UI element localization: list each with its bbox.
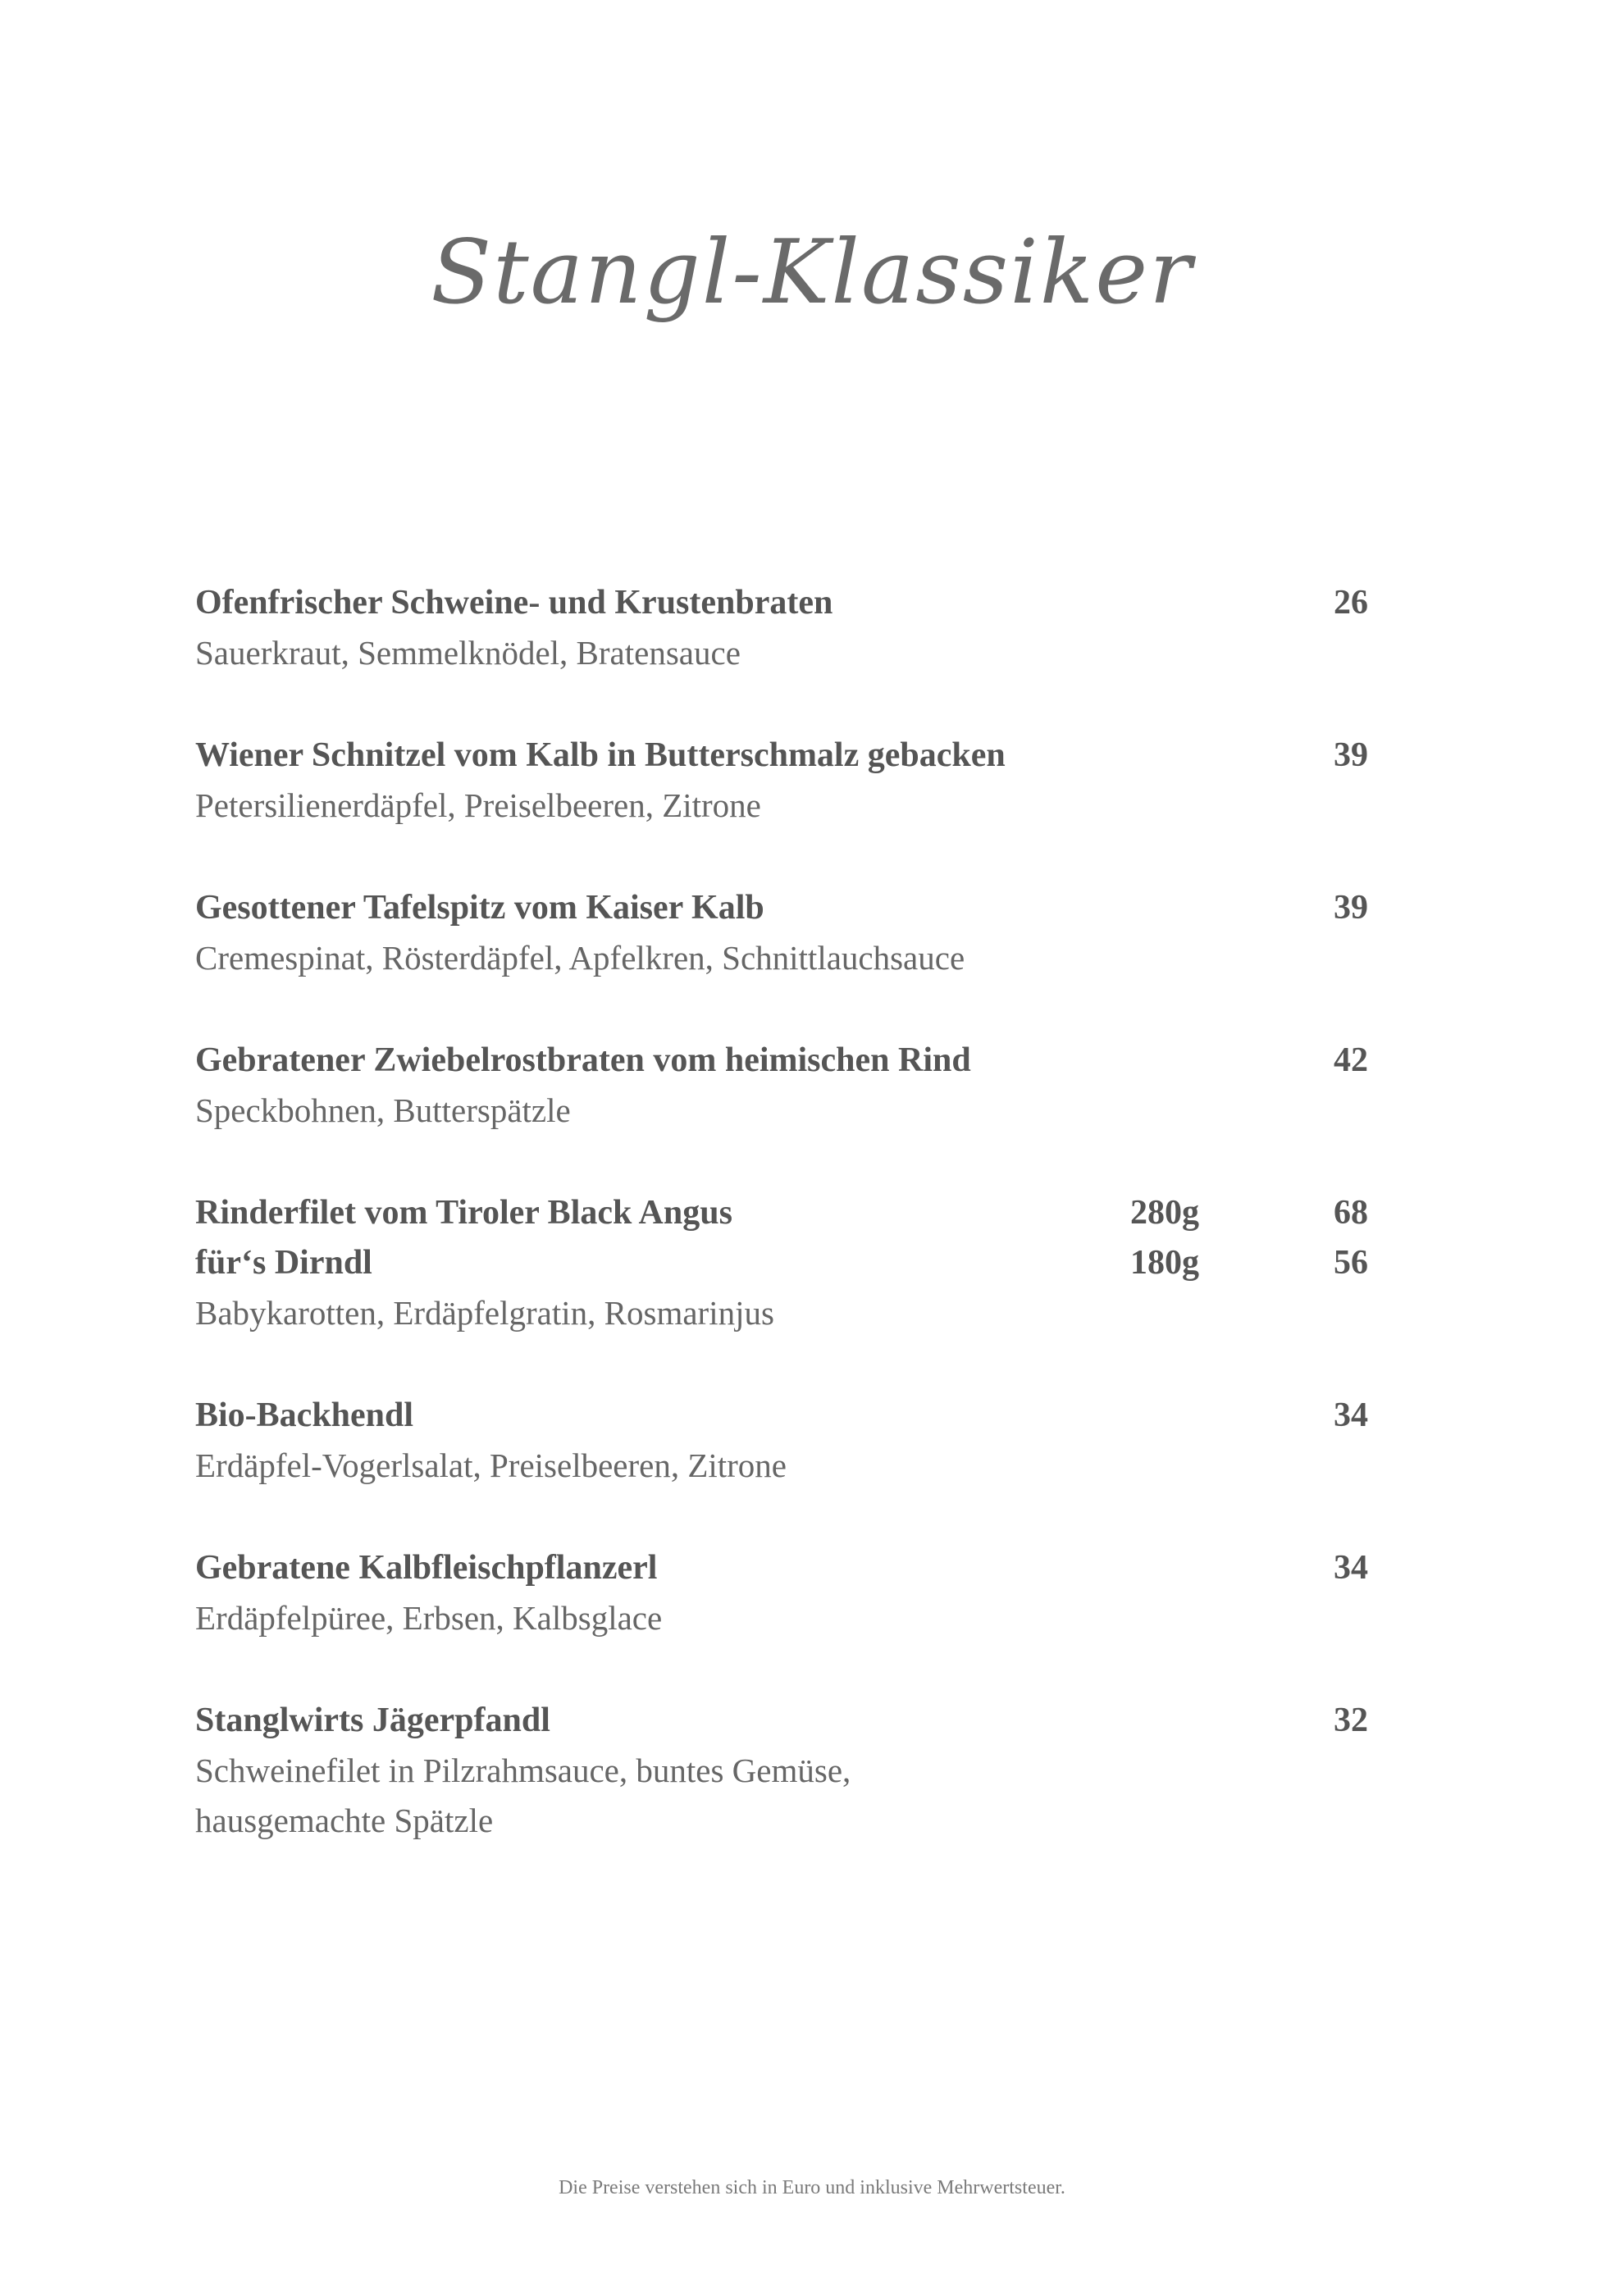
dish-price: 42 — [1334, 1041, 1368, 1079]
dish-name: Wiener Schnitzel vom Kalb in Butterschmalz gebacken — [195, 736, 1006, 774]
dish-name: Gebratener Zwiebelrostbraten vom heimischen Rind — [195, 1041, 971, 1079]
dish-description: Babykarotten, Erdäpfelgratin, Rosmarinjus — [195, 1294, 774, 1332]
dish-description: Cremespinat, Rösterdäpfel, Apfelkren, Schnittlauchsauce — [195, 939, 965, 977]
dish-description: Erdäpfel-Vogerlsalat, Preiselbeeren, Zitrone — [195, 1446, 787, 1484]
dish-description: Erdäpfelpüree, Erbsen, Kalbsglace — [195, 1599, 663, 1637]
dish-price: 34 — [1334, 1549, 1368, 1587]
menu-item — [195, 883, 1368, 983]
menu-item — [195, 578, 1368, 678]
dish-price: 39 — [1334, 889, 1368, 927]
menu-item — [195, 731, 1368, 831]
dish-price: 26 — [1334, 584, 1368, 622]
dish-price: 34 — [1334, 1396, 1368, 1434]
dish-price: 68 — [1334, 1194, 1368, 1232]
dish-weight: 280g — [1130, 1194, 1199, 1232]
menu-item — [195, 1543, 1368, 1643]
menu-item-row — [195, 883, 1368, 933]
dish-name: Gesottener Tafelspitz vom Kaiser Kalb — [195, 889, 764, 927]
dish-name: Gebratene Kalbfleischpflanzerl — [195, 1549, 658, 1587]
dish-name: Ofenfrischer Schweine- und Krustenbraten — [195, 584, 833, 622]
dish-description: Schweinefilet in Pilzrahmsauce, buntes Gemüse, — [195, 1752, 851, 1789]
dish-description: Petersilienerdäpfel, Preiselbeeren, Zitrone — [195, 786, 761, 824]
dish-price: 39 — [1334, 736, 1368, 774]
page-title: Stangl-Klassiker — [431, 221, 1193, 324]
dish-name: Stanglwirts Jägerpfandl — [195, 1702, 550, 1739]
menu-item-row — [195, 1188, 1368, 1238]
dish-name: Rinderfilet vom Tiroler Black Angus — [195, 1194, 732, 1232]
menu-item-row — [195, 1543, 1368, 1593]
menu-item — [195, 1036, 1368, 1136]
menu-item-row — [195, 578, 1368, 628]
menu-item-row — [195, 1238, 1368, 1288]
menu-list — [195, 578, 1368, 1898]
dish-weight: 180g — [1130, 1244, 1199, 1282]
menu-item-row — [195, 1036, 1368, 1086]
dish-name: Bio-Backhendl — [195, 1396, 414, 1434]
menu-item — [195, 1696, 1368, 1846]
menu-item-row — [195, 1391, 1368, 1441]
dish-name: für‘s Dirndl — [195, 1244, 372, 1282]
dish-description: Speckbohnen, Butterspätzle — [195, 1091, 571, 1129]
menu-item — [195, 1188, 1368, 1338]
dish-price: 32 — [1334, 1702, 1368, 1739]
dish-description: hausgemachte Spätzle — [195, 1802, 494, 1839]
menu-item-row — [195, 731, 1368, 781]
menu-item-row — [195, 1696, 1368, 1746]
dish-price: 56 — [1334, 1244, 1368, 1282]
dish-description: Sauerkraut, Semmelknödel, Bratensauce — [195, 634, 741, 672]
menu-item — [195, 1391, 1368, 1491]
price-note: Die Preise verstehen sich in Euro und inklusive Mehrwertsteuer. — [559, 2177, 1065, 2198]
